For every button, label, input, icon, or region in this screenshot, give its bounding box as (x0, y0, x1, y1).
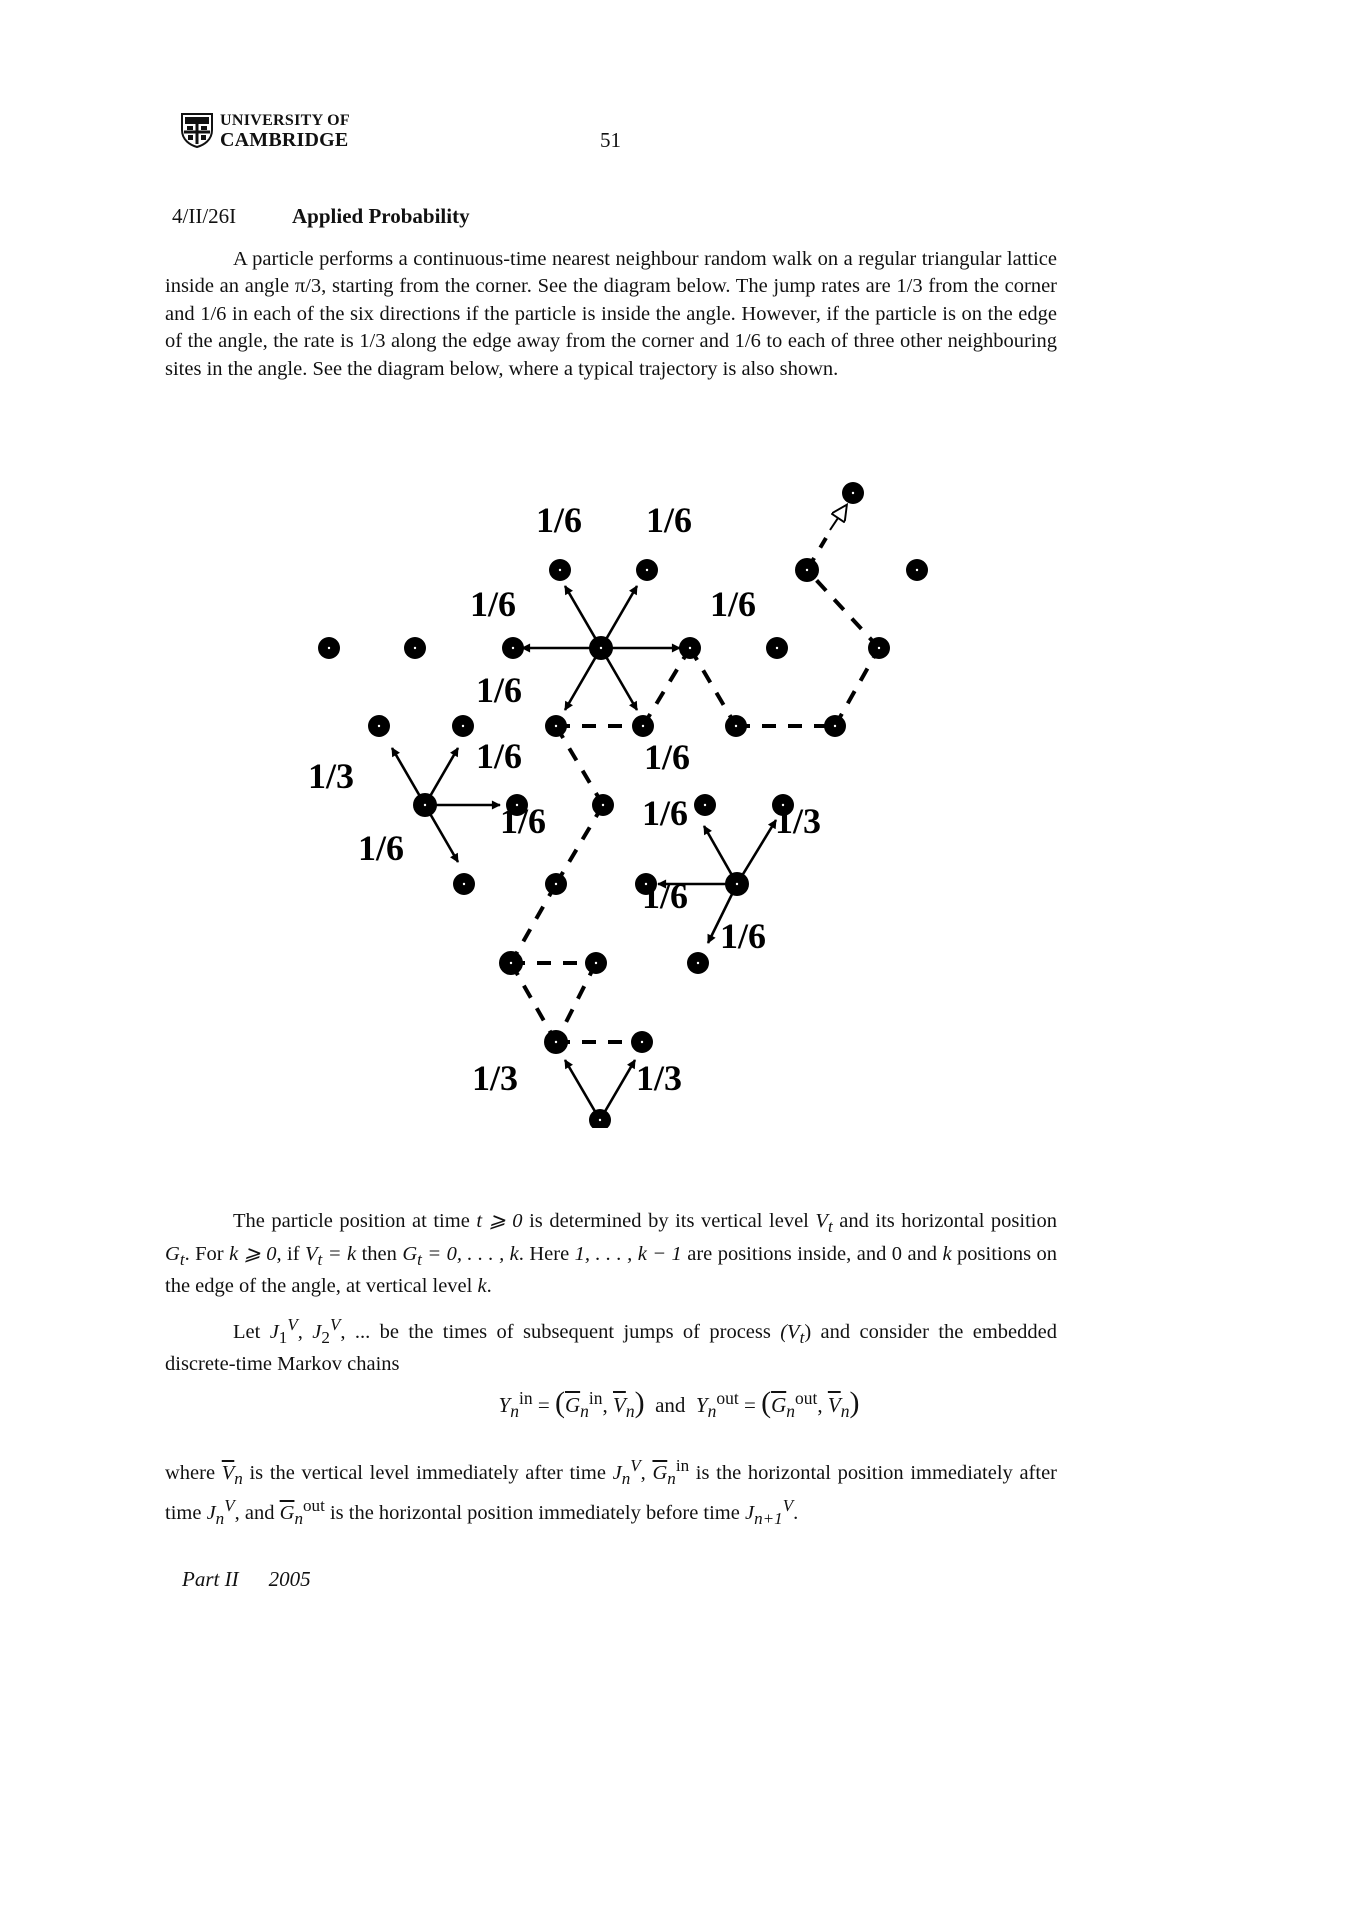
math-sub-n: n (840, 1401, 850, 1422)
math-sup-V: V (782, 1496, 794, 1516)
math-Gt: G (165, 1242, 180, 1265)
university-logo (180, 112, 380, 152)
text-run: , and (234, 1502, 280, 1525)
math-sup-in: in (518, 1388, 533, 1408)
page-number: 51 (600, 128, 621, 152)
trajectory-segment (690, 648, 736, 726)
math-sup-out: out (794, 1388, 818, 1408)
text-run: where (165, 1461, 222, 1484)
text-run: . Here (518, 1242, 575, 1265)
math-sup-V: V (329, 1315, 341, 1334)
rate-label: 1/3 (472, 1058, 519, 1098)
rate-label: 1/3 (636, 1058, 683, 1098)
math-sub-t: t (317, 1249, 323, 1269)
lattice-node-center (689, 647, 691, 649)
paragraph-intro: A particle performs a continuous-time nearest neighbour random walk on a regular triangular lattice inside an angle π/3, starting from the corner. See the diagram below. The jump rates are 1/3 from the corner and 1/6 in each of the six directions if the particle is inside the angle. However, if the particle is on the edge of the angle, the rate is 1/3 along the edge away from the corner and 1/6 to each of three other neighbouring sites in the angle. See the diagram below, where a typical trajectory is also shown. (165, 248, 1057, 380)
math-sub-n: n (707, 1401, 717, 1422)
math-V-hat: $\overline{V}$ (613, 1393, 626, 1417)
text-run: is the horizontal position immediately after time (165, 1461, 1057, 1525)
math-sup-V: V (287, 1315, 298, 1334)
text-run: is determined by its vertical level (522, 1210, 816, 1232)
rate-label: 1/6 (644, 737, 691, 777)
math-sub-n: n (510, 1401, 519, 1422)
math-sub-n: n (667, 1468, 676, 1488)
lattice-node-center (704, 804, 706, 806)
math-G-hat: $\overline{G}$ (771, 1393, 787, 1417)
rate-label: 1/3 (308, 756, 355, 796)
lattice-node-center (595, 962, 597, 964)
trajectory-segment (643, 648, 690, 726)
lattice-node-center (641, 1041, 643, 1043)
math-k-ge-0: k ⩾ 0 (229, 1242, 277, 1265)
lattice-node-center (555, 1041, 557, 1043)
math-sup-in: in (675, 1456, 690, 1475)
math-Y: Y (498, 1393, 511, 1417)
math-sub-n: n (625, 1401, 635, 1422)
lattice-svg (300, 468, 940, 1128)
text-run: The particle position at time (233, 1210, 477, 1232)
math-G-hat: $\overline{G}$ (279, 1502, 295, 1525)
question-title: Applied Probability (292, 204, 470, 228)
math-sub-t: t (799, 1327, 805, 1347)
math-V-hat: $\overline{V}$ (221, 1461, 235, 1484)
rate-label: 1/6 (470, 584, 517, 624)
math-sup-out: out (716, 1388, 739, 1408)
trajectory-segment (835, 648, 879, 726)
text-run: is the horizontal position immediately before time (324, 1502, 745, 1525)
lattice-node-center (602, 804, 604, 806)
math-J: J (612, 1461, 622, 1484)
text-run: be the times of subsequent jumps of process (370, 1320, 781, 1343)
math-sup-V: V (630, 1456, 641, 1475)
math-Gt: G (402, 1242, 418, 1265)
math-Vt: V (815, 1210, 828, 1232)
lattice-node-center (328, 647, 330, 649)
lattice-node-center (463, 883, 465, 885)
lattice-node-center (555, 725, 557, 727)
lattice-node (589, 1109, 611, 1128)
math-inside-range: 1, . . . , k − 1 (574, 1242, 682, 1265)
trajectory-end-arrow (830, 506, 846, 530)
lattice-node-center (916, 569, 918, 571)
question-heading (172, 204, 470, 229)
footer-year: 2005 (268, 1567, 311, 1591)
lattice-node-center (852, 492, 854, 494)
math-G-hat: $\overline{G}$ (652, 1461, 668, 1484)
lattice-node-center (512, 647, 514, 649)
text-run: are positions inside, and 0 and (681, 1242, 943, 1265)
math-J: J (744, 1502, 755, 1525)
rate-label: 1/6 (500, 801, 547, 841)
lattice-diagram (300, 468, 940, 1128)
text-run: , if (276, 1242, 306, 1265)
math-sub-n: n (580, 1401, 589, 1422)
math-J: J (269, 1320, 279, 1343)
math-Vt-eq-k: = k (327, 1242, 357, 1265)
math-sub-n: n (786, 1401, 795, 1422)
rate-label: 1/6 (476, 670, 523, 710)
lattice-node-center (555, 883, 557, 885)
lattice-node-center (776, 647, 778, 649)
text-run: . (486, 1275, 492, 1297)
lattice-node-center (878, 647, 880, 649)
rate-label: 1/6 (642, 793, 689, 833)
logo-line1: UNIVERSITY OF (220, 112, 350, 129)
markov-chain-equation: $Y_n^{in} = (\overline{G}_n^{in}$, $\overline{V}_n$) and $Y_n^{out} = (\overline{G}_n^{out}$, $\overline{V}_n$) (498, 1386, 860, 1422)
text-run: and its horizontal position (832, 1210, 1057, 1232)
math-Y: Y (695, 1393, 708, 1417)
trajectory-segment (556, 805, 603, 884)
paragraph-where: where $\overline{V}_n$ is the vertical level immediately after time $J_n^V$, $\overline{G}_n^{in}$ is the horizontal position immediately after time $J_n^V$, and $\overline{G}_n^{out}$ is the horizontal position immediately before time $J_{n+1}^V$. (165, 1456, 1057, 1529)
text-run: . For (184, 1242, 230, 1265)
trajectory-segment (556, 963, 596, 1042)
trajectory-segment (511, 884, 556, 963)
lattice-node-center (834, 725, 836, 727)
math-sub-n: n (234, 1468, 243, 1488)
math-V-hat: $\overline{V}$ (827, 1393, 841, 1417)
logo-line2: CAMBRIDGE (220, 129, 349, 151)
lattice-node-center (646, 569, 648, 571)
text-run: is the vertical level immediately after time (242, 1461, 613, 1484)
lattice-nodes (318, 482, 928, 1128)
math-t-ge-0: t ⩾ 0 (476, 1210, 523, 1232)
math-sup-out: out (303, 1496, 325, 1516)
math-Vt-proc: (V (780, 1320, 800, 1343)
lattice-node-center (599, 1119, 601, 1121)
math-sub-t: t (417, 1249, 422, 1269)
math-sub-n: n (621, 1468, 631, 1488)
rate-label: 1/3 (775, 801, 822, 841)
trajectory-segment (807, 570, 879, 648)
trajectory-segment (511, 963, 556, 1042)
rate-labels (308, 500, 821, 1098)
math-G-hat: $\overline{G}$ (564, 1393, 581, 1417)
page-footer (182, 1567, 341, 1592)
lattice-node-center (697, 962, 699, 964)
cambridge-crest-icon (180, 112, 214, 148)
question-code: 4/II/26I (172, 204, 237, 228)
rate-label: 1/6 (536, 500, 583, 540)
lattice-node-center (424, 804, 426, 806)
rate-label: 1/6 (642, 876, 689, 916)
rate-label: 1/6 (720, 916, 767, 956)
lattice-node-center (510, 962, 512, 964)
lattice-node-center (642, 725, 644, 727)
math-dots: ... (354, 1320, 371, 1343)
rate-label: 1/6 (710, 584, 757, 624)
lattice-node-center (462, 725, 464, 727)
text-run: then (356, 1242, 403, 1265)
lattice-node-center (806, 569, 808, 571)
text-run: Let (233, 1320, 270, 1343)
math-J: J (312, 1320, 322, 1343)
lattice-node-center (378, 725, 380, 727)
math-k: k (942, 1242, 952, 1265)
lattice-node-center (736, 883, 738, 885)
rate-label: 1/6 (646, 500, 693, 540)
math-sub-n1: n+1 (754, 1509, 783, 1529)
jump-arrows (392, 586, 776, 1120)
lattice-node-center (414, 647, 416, 649)
text-run: and consider the embedded discrete-time Markov chains (165, 1320, 1057, 1376)
trajectory-segment (556, 726, 603, 805)
lattice-node-center (735, 725, 737, 727)
footer-part: Part II (182, 1567, 239, 1591)
paragraph-position (165, 1208, 1057, 1300)
text-run: and (655, 1393, 686, 1417)
text-run: positions on the edge of the angle, at vertical level (165, 1242, 1058, 1297)
math-sup-V: V (224, 1496, 235, 1516)
math-sub-n: n (294, 1509, 303, 1529)
math-J: J (206, 1502, 216, 1525)
rate-label: 1/6 (476, 736, 523, 776)
paragraph-jumps: Let $J_1^V$, $J_2^V$, ... be the times of subsequent jumps of process $(V_t)$ and consider the embedded discrete-time Markov chains (165, 1315, 1057, 1376)
math-k: k (477, 1275, 487, 1297)
math-sub-t: t (827, 1217, 833, 1237)
math-sub-n: n (215, 1509, 225, 1529)
math-Vt: V (305, 1242, 318, 1265)
math-Gt-range: = 0, . . . , k (427, 1242, 519, 1265)
lattice-node-center (600, 647, 602, 649)
rate-label: 1/6 (358, 828, 405, 868)
math-sup-in: in (588, 1388, 603, 1408)
lattice-node-center (559, 569, 561, 571)
math-sub-t: t (179, 1249, 185, 1269)
